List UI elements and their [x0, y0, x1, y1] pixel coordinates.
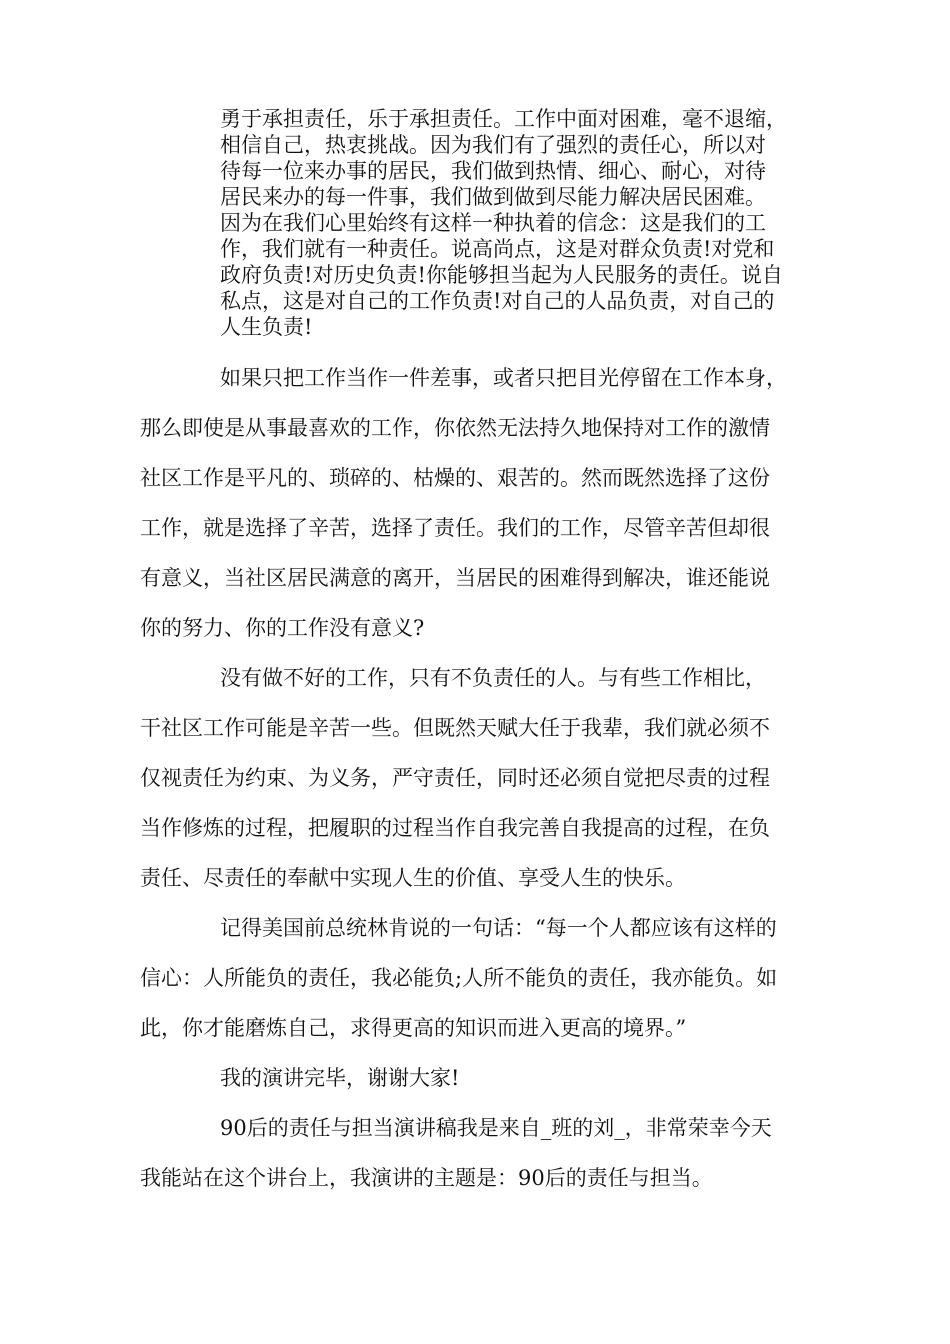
text-line: 干社区工作可能是辛苦一些。但既然天赋大任于我辈，我们就必须不: [140, 716, 770, 740]
text-line: 待每一位来办事的居民，我们做到热情、细心、耐心，对待: [220, 159, 766, 183]
text-line: 作，我们就有一种责任。说高尚点，这是对群众负责!对党和: [220, 237, 775, 261]
text-line: 责任、尽责任的奉献中实现人生的价值、享受人生的快乐。: [140, 866, 686, 890]
paragraph-first-line: 没有做不好的工作，只有不负责任的人。与有些工作相比，: [220, 666, 766, 690]
paragraph-first-line: 我的演讲完毕，谢谢大家!: [220, 1066, 460, 1090]
text-line: 政府负责!对历史负责!你能够担当起为人民服务的责任。说自: [220, 263, 783, 287]
paragraph-first-line: 记得美国前总统林肯说的一句话：“每一个人都应该有这样的: [220, 916, 777, 940]
text-line: 仅视责任为约束、为义务，严守责任，同时还必须自觉把尽责的过程: [140, 766, 770, 790]
text-line: 我能站在这个讲台上，我演讲的主题是：90后的责任与担当。: [140, 1166, 713, 1190]
text-line: 私点，这是对自己的工作负责!对自己的人品负责，对自己的: [220, 289, 775, 313]
paragraph-first-line: 90后的责任与担当演讲稿我是来自_班的刘_，非常荣幸今天: [220, 1116, 772, 1140]
text-line: 因为在我们心里始终有这样一种执着的信念：这是我们的工: [220, 211, 766, 235]
text-line: 居民来办的每一件事，我们做到做到尽能力解决居民困难。: [220, 185, 766, 209]
text-line: 信心：人所能负的责任，我必能负;人所不能负的责任，我亦能负。如: [140, 966, 778, 990]
text-line: 那么即使是从事最喜欢的工作，你依然无法持久地保持对工作的激情: [140, 416, 770, 440]
text-line: 社区工作是平凡的、琐碎的、枯燥的、艰苦的。然而既然选择了这份: [140, 466, 770, 490]
text-line: 你的努力、你的工作没有意义?: [140, 616, 425, 640]
text-line: 此，你才能磨炼自己，求得更高的知识而进入更高的境界。”: [140, 1016, 687, 1040]
paragraph-first-line: 如果只把工作当作一件差事，或者只把目光停留在工作本身，: [220, 366, 787, 390]
text-line: 勇于承担责任，乐于承担责任。工作中面对困难，毫不退缩，: [220, 107, 787, 131]
text-line: 相信自己，热衷挑战。因为我们有了强烈的责任心，所以对: [220, 133, 766, 157]
text-line: 有意义，当社区居民满意的离开，当居民的困难得到解决，谁还能说: [140, 566, 770, 590]
text-line: 人生负责!: [220, 315, 313, 339]
text-line: 当作修炼的过程，把履职的过程当作自我完善自我提高的过程，在负: [140, 816, 770, 840]
text-line: 工作，就是选择了辛苦，选择了责任。我们的工作，尽管辛苦但却很: [140, 516, 770, 540]
